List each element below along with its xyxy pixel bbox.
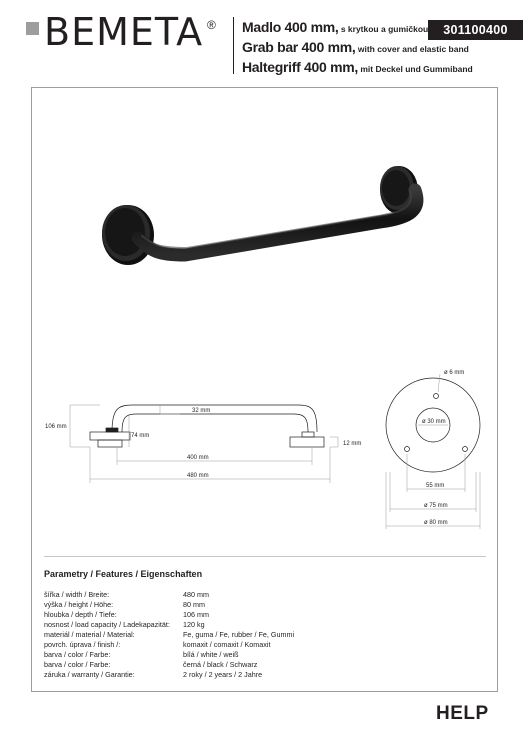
spec-value-finish: komaxit / comaxit / Komaxit xyxy=(183,640,271,649)
spec-value-depth: 106 mm xyxy=(183,610,209,619)
registered-mark: ® xyxy=(207,18,216,32)
front-view-drawing xyxy=(370,362,495,537)
spec-label-height: výška / height / Höhe: xyxy=(44,600,114,609)
title-czech-main: Madlo 400 mm, xyxy=(242,19,339,35)
series-name: HELP xyxy=(436,703,489,724)
title-english-sub: with cover and elastic band xyxy=(355,44,469,54)
spec-value-color-2: černá / black / Schwarz xyxy=(183,660,258,669)
spec-value-load: 120 kg xyxy=(183,620,205,629)
dim-cover-diameter: ø 75 mm xyxy=(424,503,448,509)
dim-inner-diameter: ø 30 mm xyxy=(422,419,446,425)
title-english-main: Grab bar 400 mm, xyxy=(242,39,356,55)
specs-title: Parametry / Features / Eigenschaften xyxy=(44,569,203,579)
title-german xyxy=(242,59,473,77)
side-view-drawing xyxy=(40,395,370,495)
dim-rose-height: 74 mm xyxy=(131,433,150,439)
header-divider xyxy=(233,17,234,74)
title-czech-sub: s krytkou a gumičkou xyxy=(338,24,429,34)
title-czech xyxy=(242,19,428,37)
title-german-main: Haltegriff 400 mm, xyxy=(242,59,358,75)
spec-value-warranty: 2 roky / 2 years / 2 Jahre xyxy=(183,670,263,679)
dim-clearance: 32 mm xyxy=(192,408,211,414)
title-german-sub: mit Deckel und Gummiband xyxy=(357,64,473,74)
spec-label-warranty: záruka / warranty / Garantie: xyxy=(44,670,135,679)
spec-label-finish: povrch. úprava / finish /: xyxy=(44,640,121,649)
title-english xyxy=(242,39,469,57)
grab-bar-tube xyxy=(138,190,417,255)
spec-value-width: 480 mm xyxy=(183,590,209,599)
dim-rose-depth: 12 mm xyxy=(343,441,362,447)
dim-screw-hole: ø 6 mm xyxy=(444,370,465,376)
spec-label-width: šířka / width / Breite: xyxy=(44,590,110,599)
specs-divider xyxy=(44,556,486,557)
spec-label-load: nosnost / load capacity / Ladekapazität: xyxy=(44,620,170,629)
product-code-badge: 301100400 xyxy=(428,20,523,40)
spec-value-material: Fe, guma / Fe, rubber / Fe, Gummi xyxy=(183,630,295,639)
product-photo xyxy=(90,160,440,280)
dim-outer-diameter: ø 80 mm xyxy=(424,520,448,526)
spec-label-depth: hloubka / depth / Tiefe: xyxy=(44,610,117,619)
spec-value-height: 80 mm xyxy=(183,600,205,609)
brand-logo: BEMETA xyxy=(44,10,204,54)
logo-square-mark xyxy=(26,22,39,35)
spec-value-color-1: bílá / white / weiß xyxy=(183,650,239,659)
dim-overall-width: 480 mm xyxy=(187,473,209,479)
dim-center-distance: 400 mm xyxy=(187,455,209,461)
spec-label-color-2: barva / color / Farbe: xyxy=(44,660,111,669)
spec-label-material: materiál / material / Material: xyxy=(44,630,135,639)
spec-label-color-1: barva / color / Farbe: xyxy=(44,650,111,659)
dim-hole-spacing: 55 mm xyxy=(426,483,445,489)
dim-height: 106 mm xyxy=(45,424,67,430)
left-wall-rose xyxy=(102,205,154,265)
